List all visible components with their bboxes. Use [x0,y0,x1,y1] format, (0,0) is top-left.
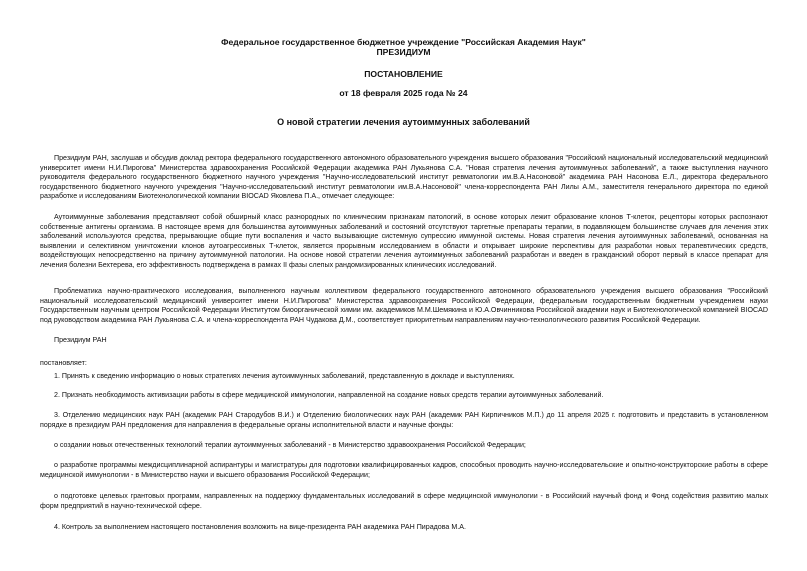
list-item: 1. Принять к сведению информацию о новых стратегиях лечения аутоиммунных заболеваний, представленную в докладе и выступлениях. [54,372,515,380]
list-item: 3. Отделению медицинских наук РАН (академик РАН Стародубов В.И.) и Отделению биологических наук РАН (академик РАН Кирпичников М.П.) до 11 апреля 2025 г. подготовить и представить в установленном порядке в президиум РАН предложения для направления в федеральные органы исполнительной власти и научные фонды: [40,411,768,429]
subitem-education [40,461,768,480]
paragraph-text: Президиум РАН, заслушав и обсудив доклад ректора федерального государственного автономного образовательного учреждения высшего образования "Российский национальный исследовательский медицинский университет имени Н.И.Пирогова" Министерства здравоохранения Российской Федерации академика РАН Лукьянова С.А. "Новая стратегия лечения аутоиммунных заболеваний", а также выступления научного руководителя федерального государственного бюджетного научного учреждения "Научно-исследовательский институт ревматологии им.В.А.Насоновой" академика РАН Насонова Е.Л., директора федерального государственного бюджетного научного учреждения "Научно-исследовательский институт ревматологии им.В.А.Насоновой" члена-корреспондента РАН Лилы А.М., заместителя генерального директора по единой разработке и исследованиям Биотехнологической компании BIOCAD Яковлева П.А., отмечает следующее: [40,154,768,201]
subitem-health [40,441,768,451]
paragraph-text: Аутоиммунные заболевания представляют собой обширный класс разнородных по клиническим признакам патологий, в основе которых лежит образование клонов Т-клеток, рецепторы которых распознают собственные антигены организма. В настоящее время для большинства аутоиммунных заболеваний и состояний отсутствуют таргетные препараты терапии, в подавляющем большинстве случаев для лечения этих заболеваний используются средства, прерывающие общие пути воспаления и часто вызывающие системную супрессию иммунной системы. Новая стратегия лечения аутоиммунных заболеваний, основанная на выявлении и селективном уничтожении клонов аутоагрессивных Т-клеток, является прорывным исследованием в области и открывает широкие перспективы для разработки новых терапевтических средств, воздействующих непосредственно на причину аутоиммунной патологии. На основе новой стратегии лечения аутоиммунных заболеваний разработан и введен в гражданский оборот первый в классе препарат для лечения болезни Бехтерева, его эффективность подтверждена в рамках II фазы слепых рандомизированных клинических исследований. [40,213,768,269]
paragraph-diseases [40,213,768,271]
paragraph-research [40,287,768,325]
presidium-heading: ПРЕЗИДИУМ [376,47,431,57]
subitem-grants [40,492,768,511]
date-number: от 18 февраля 2025 года № 24 [339,88,468,98]
paragraph-text: Проблематика научно-практического исследования, выполненного научным коллективом федерального государственного автономного образовательного учреждения высшего образования "Российский национальный исследовательский медицинский университет имени Н.И.Пирогова" Министерства здравоохранения Российской Федерации, федеральным государственным бюджетным учреждением науки Государственным научным центром Российской Федерации Институтом биоорганической химии им. академиков М.М.Шемякина и Ю.А.Овчинникова Российской академии наук и Биотехнологической компанией BIOCAD под руководством академика РАН Лукьянова С.А. и члена-корреспондента РАН Чудакова Д.М., соответствует приоритетным направлениям научно-технологического развития Российской Федерации. [40,287,768,324]
list-item: 4. Контроль за выполнением настоящего постановления возложить на вице-президента РАН академика РАН Пирадова М.А. [54,523,466,531]
doc-type: ПОСТАНОВЛЕНИЕ [364,69,443,79]
presidium-ran: Президиум РАН [54,336,107,344]
list-item: о разработке программы междисциплинарной аспирантуры и магистратуры для подготовки квалифицированных кадров, способных проводить научно-исследовательские и опытно-конструкторские работы в сфере медицинской иммунологии - в Министерство науки и высшего образования Российской Федерации; [40,461,768,479]
item-4 [40,523,768,533]
paragraph-intro [40,154,768,202]
org-name: Федеральное государственное бюджетное учреждение "Российская Академия Наук" [221,37,586,47]
list-item: 2. Признать необходимость активизации работы в сфере медицинской иммунологии, направленной на создание новых средств терапии аутоиммунных заболеваний. [54,391,604,399]
item-1 [40,372,768,382]
decree-label: постановляет: [40,359,87,367]
list-item: о создании новых отечественных технологий терапии аутоиммунных заболеваний - в Министерство здравоохранения Российской Федерации; [54,441,526,449]
document-title: О новой стратегии лечения аутоиммунных заболеваний [277,117,530,127]
list-item: о подготовке целевых грантовых программ, направленных на поддержку фундаментальных исследований в сфере медицинской иммунологии - в Российский научный фонд и Фонд содействия развитию малых форм предприятий в научно-технической сфере. [40,492,768,510]
item-3 [40,411,768,430]
item-2 [40,391,768,401]
